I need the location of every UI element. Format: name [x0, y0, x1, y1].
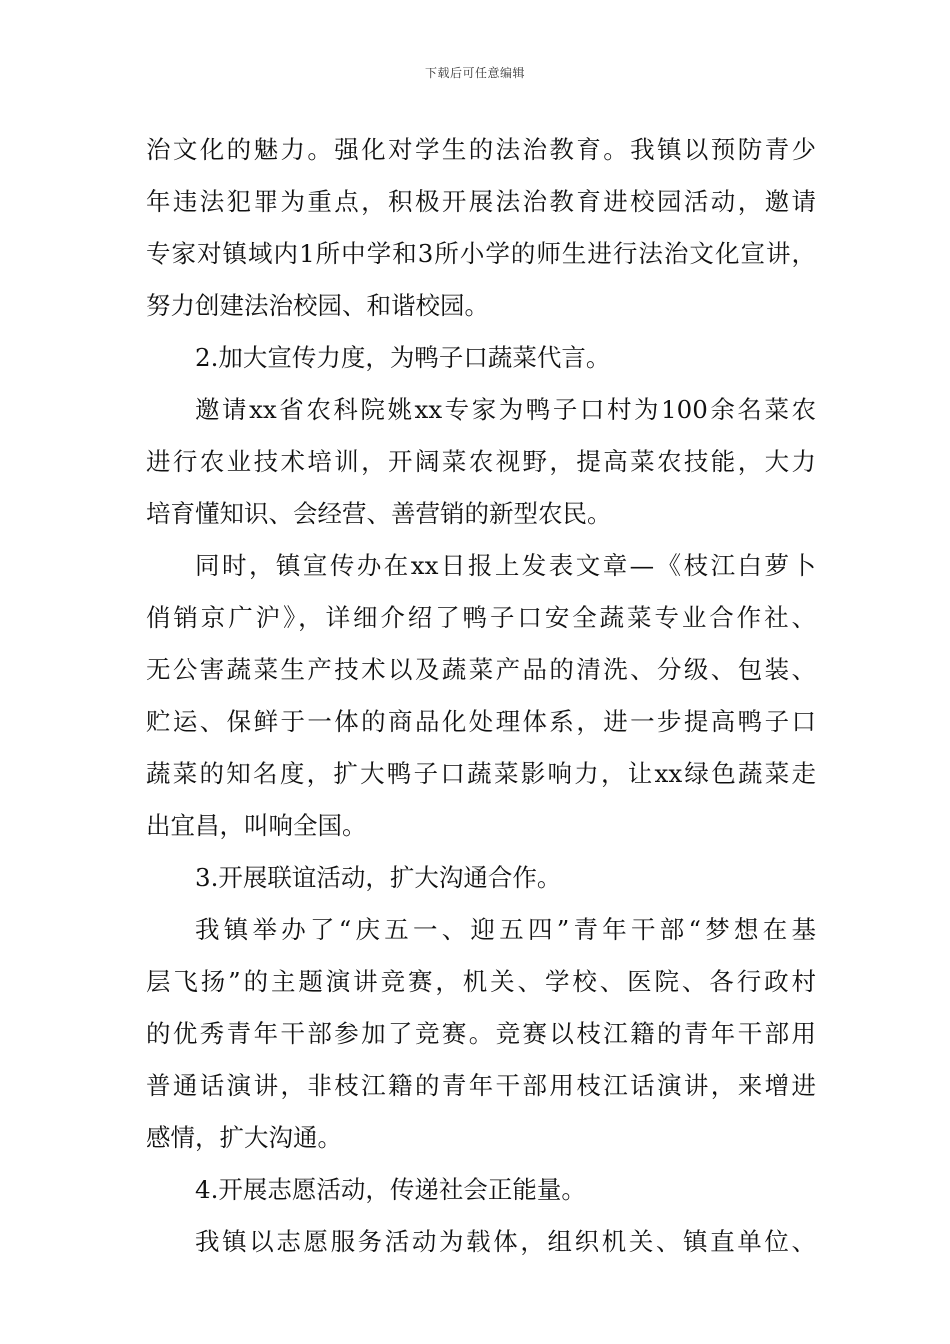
text-line: 贮运、保鲜于一体的商品化处理体系，进一步提高鸭子口 — [146, 707, 816, 736]
text-line: 无公害蔬菜生产技术以及蔬菜产品的清洗、分级、包装、 — [146, 655, 816, 684]
section-heading: 2.加大宣传力度，为鸭子口蔬菜代言。 — [195, 343, 611, 372]
text-line: 层飞扬”的主题演讲竞赛，机关、学校、医院、各行政村 — [146, 967, 816, 996]
text-line: 的优秀青年干部参加了竞赛。竞赛以枝江籍的青年干部用 — [146, 1019, 816, 1048]
text-line: 努力创建法治校园、和谐校园。 — [146, 291, 489, 320]
text-line: 普通话演讲，非枝江籍的青年干部用枝江话演讲，来增进 — [146, 1071, 816, 1100]
text-line: 邀请xx省农科院姚xx专家为鸭子口村为100余名菜农 — [195, 395, 816, 424]
text-line: 蔬菜的知名度，扩大鸭子口蔬菜影响力，让xx绿色蔬菜走 — [146, 759, 816, 788]
section-heading: 3.开展联谊活动，扩大沟通合作。 — [195, 863, 562, 892]
text-line: 治文化的魅力。强化对学生的法治教育。我镇以预防青少 — [146, 135, 816, 164]
section-heading: 4.开展志愿活动，传递社会正能量。 — [195, 1175, 586, 1204]
text-line: 俏销京广沪》，详细介绍了鸭子口安全蔬菜专业合作社、 — [146, 603, 816, 632]
text-line: 我镇举办了“庆五一、迎五四”青年干部“梦想在基 — [195, 915, 816, 944]
text-line: 出宜昌，叫响全国。 — [146, 811, 367, 840]
document-body — [146, 124, 816, 1268]
text-line: 我镇以志愿服务活动为载体，组织机关、镇直单位、 — [195, 1227, 816, 1256]
text-line: 专家对镇域内1所中学和3所小学的师生进行法治文化宣讲， — [146, 239, 816, 268]
text-line: 感情，扩大沟通。 — [146, 1123, 342, 1152]
text-line: 培育懂知识、会经营、善营销的新型农民。 — [146, 499, 612, 528]
text-line: 同时，镇宣传办在xx日报上发表文章—《枝江白萝卜 — [195, 551, 816, 580]
page-header: 下载后可任意编辑 — [424, 66, 525, 80]
text-line: 进行农业技术培训，开阔菜农视野，提高菜农技能，大力 — [146, 447, 816, 476]
text-line: 年违法犯罪为重点，积极开展法治教育进校园活动，邀请 — [146, 187, 816, 216]
